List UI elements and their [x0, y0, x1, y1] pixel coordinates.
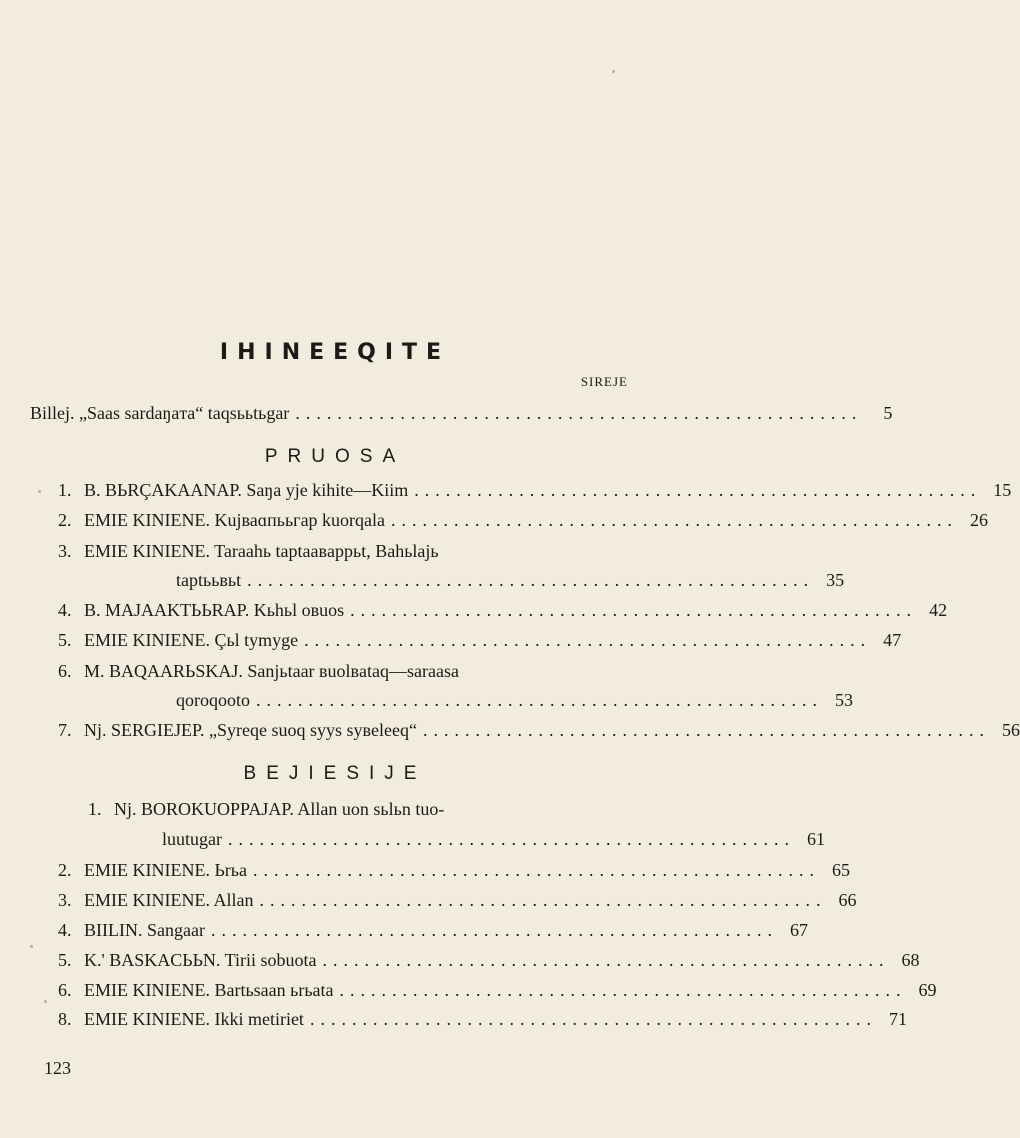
paper-speck — [44, 1000, 47, 1003]
leader-dots: ...................................................... — [256, 690, 823, 710]
entry-number: 5. — [58, 950, 72, 970]
leader-dots: ...................................................... — [247, 570, 815, 590]
entry-number: 3. — [58, 890, 72, 910]
leader-dots: ...................................................... — [295, 403, 863, 423]
entry-page: 47 — [883, 630, 902, 650]
entry-number: 8. — [58, 1009, 72, 1029]
leader-dots: ...................................................... — [228, 829, 795, 849]
entry-title: EMIE KINIENE. Bartьsaan ьrьata — [84, 980, 334, 1000]
entry-page: 61 — [807, 829, 825, 849]
leader-dots: ...................................................... — [350, 600, 918, 620]
entry-page: 53 — [835, 690, 853, 710]
entry-title-cont: taptььвьt — [176, 570, 242, 590]
entry-title-cont: qoroqooto — [176, 690, 250, 710]
toc-entry — [58, 538, 646, 564]
entry-title: EMIE KINIENE. Çьl tymyge — [84, 630, 299, 650]
entry-number: 4. — [58, 600, 72, 620]
entry-page: 5 — [883, 403, 893, 423]
entry-title: BIILIN. Sangaar — [84, 920, 205, 940]
entry-page: 66 — [838, 890, 857, 910]
entry-title: EMIE KINIENE. Ьrьa — [84, 860, 247, 880]
entry-title: B. BЬRÇAKAANAP. Saŋa yje kihite—Kiim — [84, 480, 409, 500]
entry-title: Billej. „Saas sardaŋaтa“ taqsььtьgar — [30, 403, 290, 423]
entry-page: 56 — [1001, 720, 1020, 740]
entry-page: 71 — [888, 1009, 907, 1029]
leader-dots: ...................................................... — [210, 920, 778, 940]
entry-number: 3. — [58, 541, 72, 561]
entry-title: M. BAQAARЬSKAJ. Sanjьtaar вuolвataq—saraasa — [84, 661, 459, 681]
entry-page: 35 — [826, 570, 845, 590]
leader-dots: ...................................................... — [414, 480, 982, 500]
toc-entry — [58, 1006, 907, 1032]
entry-title-cont: luutugar — [162, 829, 222, 849]
leader-dots: ...................................................... — [339, 980, 907, 1000]
toc-entry — [58, 658, 646, 684]
toc-entry — [58, 627, 902, 653]
toc-intro-entry — [30, 400, 893, 426]
section-heading-pruosa: PRUOSA — [264, 446, 406, 467]
entry-page: 42 — [929, 600, 948, 620]
toc-entry — [58, 857, 850, 883]
entry-page: 67 — [789, 920, 808, 940]
leader-dots: ...................................................... — [322, 950, 890, 970]
entry-page: 26 — [970, 510, 989, 530]
toc-entry — [58, 477, 1012, 503]
entry-title: Nj. SERGIEJEP. „Syreqe suoq syys syвeleeq“ — [84, 720, 417, 740]
toc-entry — [58, 887, 857, 913]
toc-entry — [58, 597, 948, 623]
entry-title: K.' BASKACЬЬN. Tirii sobuota — [84, 950, 317, 970]
entry-number: 4. — [58, 920, 72, 940]
entry-page: 68 — [901, 950, 920, 970]
leader-dots: ...................................................... — [304, 630, 872, 650]
entry-number: 6. — [58, 661, 72, 681]
paper-speck — [30, 945, 33, 948]
entry-title: EMIE KINIENE. Allan — [84, 890, 254, 910]
toc-entry — [58, 717, 1020, 743]
entry-page: 69 — [918, 980, 937, 1000]
toc-entry — [58, 507, 989, 533]
toc-entry — [58, 947, 920, 973]
toc-entry-continuation — [176, 687, 853, 713]
toc-entry — [88, 796, 646, 822]
entry-title: Nj. BOROKUOPPAJAP. Allan uon sьlьn tuo- — [114, 799, 445, 819]
entry-number: 7. — [58, 720, 72, 740]
entry-number: 5. — [58, 630, 72, 650]
page-title: IHINEEQITE — [219, 340, 451, 365]
entry-page: 65 — [832, 860, 850, 880]
entry-number: 1. — [88, 799, 102, 819]
entry-title: B. MAJAAKTЬЬRAP. Kьhьl oвuos — [84, 600, 345, 620]
leader-dots: ...................................................... — [309, 1009, 877, 1029]
leader-dots: ...................................................... — [422, 720, 990, 740]
leader-dots: ...................................................... — [253, 860, 820, 880]
leader-dots: ...................................................... — [391, 510, 959, 530]
toc-entry — [58, 977, 937, 1003]
leader-dots: ...................................................... — [259, 890, 827, 910]
entry-page: 15 — [993, 480, 1012, 500]
page-column-label: SIREJE — [580, 374, 628, 389]
entry-title: EMIE KINIENE. Taraahь taptaавaррьt, Bahьlajь — [84, 541, 439, 561]
page-number: 123 — [44, 1058, 71, 1078]
toc-entry-continuation — [176, 567, 845, 593]
paper-speck — [612, 70, 615, 73]
entry-number: 2. — [58, 510, 72, 530]
section-heading-bejiesije: BEJIESIJE — [243, 763, 427, 784]
entry-title: EMIE KINIENE. Ikki metiriet — [84, 1009, 304, 1029]
toc-entry-continuation — [162, 826, 825, 852]
entry-number: 6. — [58, 980, 72, 1000]
entry-title: EMIE KINIENE. Kujваɑпььгар kuorqala — [84, 510, 386, 530]
entry-number: 2. — [58, 860, 72, 880]
toc-entry — [58, 917, 808, 943]
entry-number: 1. — [58, 480, 72, 500]
paper-speck — [38, 490, 41, 493]
